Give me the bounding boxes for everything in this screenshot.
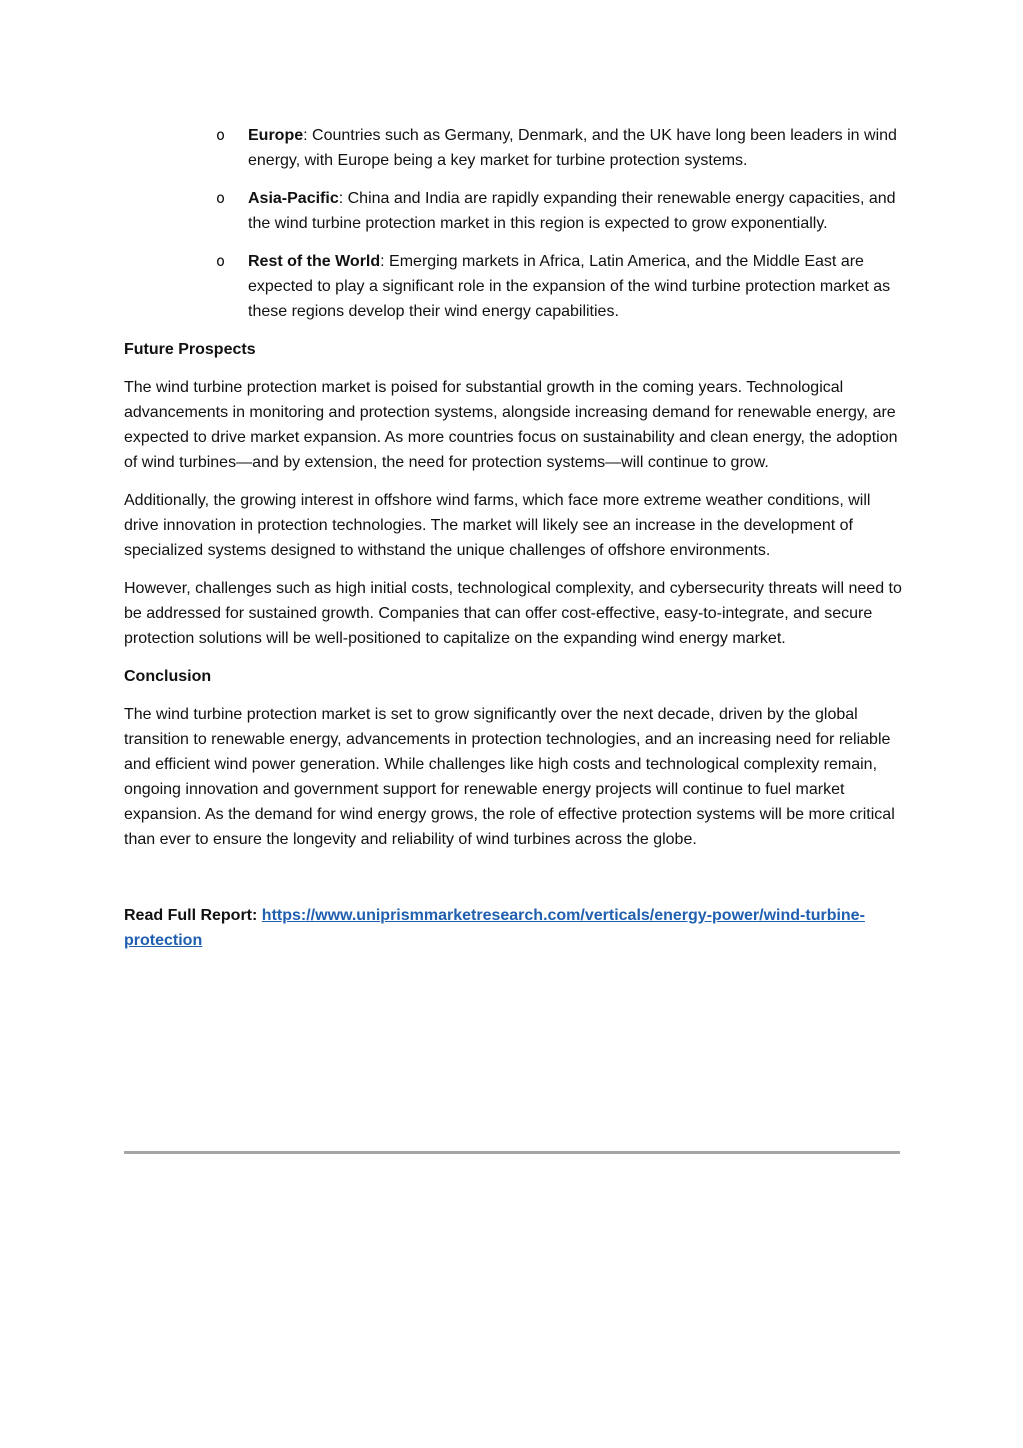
horizontal-divider	[124, 1151, 900, 1154]
list-item	[124, 123, 904, 173]
region-list	[124, 123, 904, 324]
bullet-marker: o	[216, 189, 226, 207]
bullet-marker: o	[216, 252, 226, 270]
future-prospects-heading: Future Prospects	[124, 341, 256, 358]
region-description: : China and India are rapidly expanding their renewable energy capacities, and the wind turbine protection market in this region is expected to grow exponentially.	[248, 190, 896, 232]
bullet-marker: o	[216, 126, 226, 144]
conclusion-heading: Conclusion	[124, 668, 212, 685]
region-name: Europe	[248, 127, 304, 144]
list-item	[124, 249, 904, 324]
read-report-line	[124, 903, 904, 953]
conclusion-paragraph: The wind turbine protection market is set to grow significantly over the next decade, driven by the global transition to renewable energy, advancements in protection technologies, and an increasing need for reliable and efficient wind power generation. While challenges like high costs and technological complexity remain, ongoing innovation and government support for renewable energy projects will continue to fuel market expansion. As the demand for wind energy grows, the role of effective protection systems will be more critical than ever to ensure the longevity and reliability of wind turbines across the globe.	[124, 706, 895, 848]
future-paragraph: The wind turbine protection market is poised for substantial growth in the coming years. Technological advancements in monitoring and protection systems, alongside increasing demand for renewable energy, are expected to drive market expansion. As more countries focus on sustainability and clean energy, the adoption of wind turbines—and by extension, the need for protection systems—will continue to grow.	[124, 379, 898, 471]
region-description: : Countries such as Germany, Denmark, and the UK have long been leaders in wind energy, with Europe being a key market for turbine protection systems.	[248, 127, 897, 169]
region-name: Rest of the World	[248, 253, 381, 270]
report-link[interactable]: https://www.uniprismmarketresearch.com/verticals/energy-power/wind-turbine-protection	[124, 907, 865, 949]
list-item	[124, 186, 904, 236]
document-body	[124, 123, 904, 966]
region-name: Asia-Pacific	[248, 190, 339, 207]
spacer	[124, 865, 904, 903]
read-report-label: Read Full Report:	[124, 907, 258, 924]
future-paragraph: Additionally, the growing interest in offshore wind farms, which face more extreme weather conditions, will drive innovation in protection technologies. The market will likely see an increase in the development of specialized systems designed to withstand the unique challenges of offshore environments.	[124, 492, 871, 559]
future-paragraph: However, challenges such as high initial costs, technological complexity, and cybersecurity threats will need to be addressed for sustained growth. Companies that can offer cost-effective, easy-to-integrate, and secure protection solutions will be well-positioned to capitalize on the expanding wind energy market.	[124, 580, 902, 647]
region-description: : Emerging markets in Africa, Latin America, and the Middle East are expected to play a significant role in the expansion of the wind turbine protection market as these regions develop their wind energy capabilities.	[248, 253, 891, 320]
